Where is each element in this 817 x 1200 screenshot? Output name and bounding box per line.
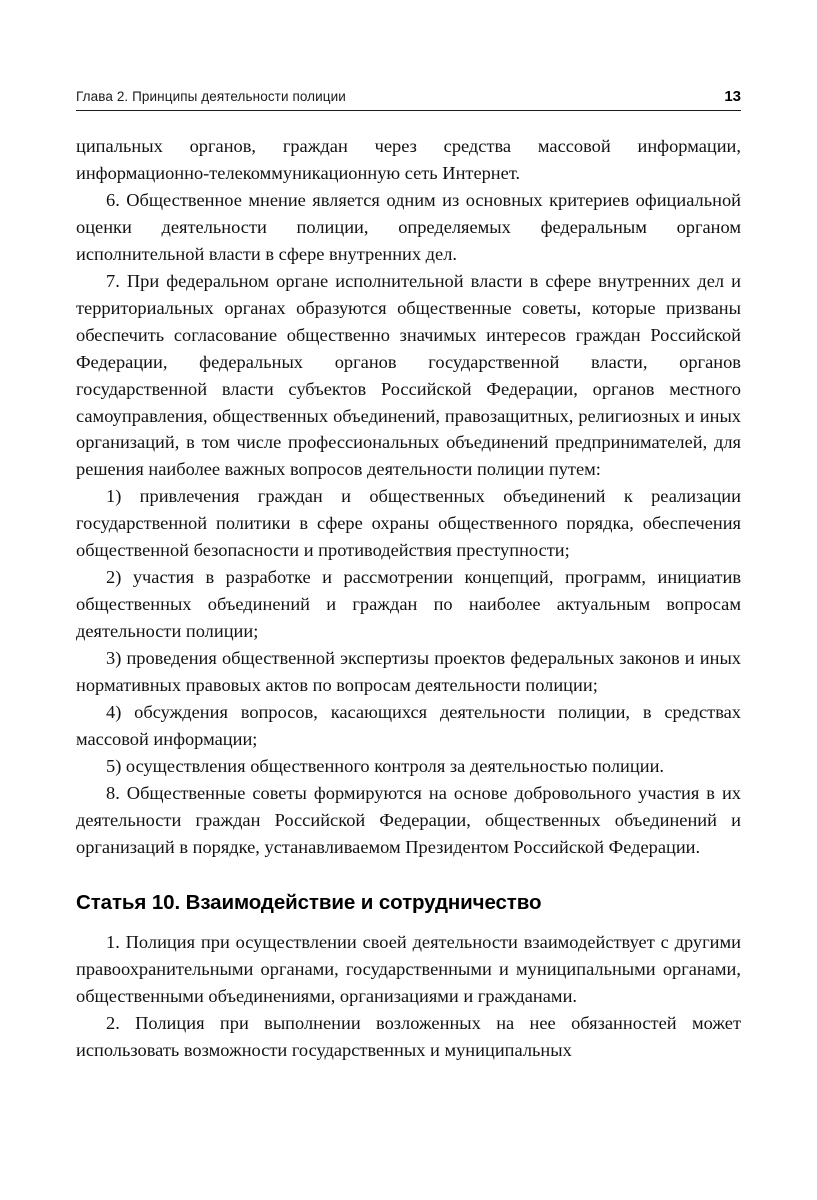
paragraph-item-7-3: 3) проведения общественной экспертизы проектов федеральных законов и иных нормативных правовых актов по вопросам деятельности полиции; bbox=[76, 648, 741, 696]
paragraph-article10-1: 1. Полиция при осуществлении своей деятельности взаимодействует с другими правоохранительными органами, государственными и муниципальными органами, общественными объединениями, организациями и гражданами. bbox=[76, 931, 741, 1006]
paragraph-item-7-5: 5) осуществления общественного контроля за деятельностью полиции. bbox=[106, 755, 665, 776]
paragraph-item-7-4: 4) обсуждения вопросов, касающихся деятельности полиции, в средствах массовой информации; bbox=[76, 702, 741, 749]
paragraph-continued: ципальных органов, граждан через средства массовой информации, информационно-телекоммуникационную сеть Интернет. bbox=[76, 136, 741, 183]
paragraph-item-7: 7. При федеральном органе исполнительной власти в сфере внутренних дел и территориальных органах образуются общественные советы, которые призваны обеспечить согласование общественно значимых интересов граждан Российской Федерации, федеральных органов государственной власти, органов государственной власти субъектов Российской Федерации, органов местного самоуправления, общественных объединений, правозащитных, религиозных и иных организаций, в том числе профессиональных объединений предпринимателей, для решения наиболее важных вопросов деятельности полиции путем: bbox=[76, 270, 741, 480]
article-heading: Статья 10. Взаимодействие и сотрудничество bbox=[76, 890, 542, 914]
running-head-chapter-title: Глава 2. Принципы деятельности полиции bbox=[76, 89, 346, 104]
paragraph-article10-2: 2. Полиция при выполнении возложенных на нее обязанностей может использовать возможности государственных и муниципальных bbox=[76, 1012, 741, 1060]
paragraph-item-7-1: 1) привлечения граждан и общественных объединений к реализации государственной политики в сфере охраны общественного порядка, обеспечения общественной безопасности и противодействия преступности; bbox=[76, 486, 741, 561]
paragraph-item-8: 8. Общественные советы формируются на основе добровольного участия в их деятельности граждан Российской Федерации, общественных объединений и организаций в порядке, устанавливаемом Президентом Российской Федерации. bbox=[76, 782, 741, 857]
running-head bbox=[76, 88, 741, 111]
paragraph-item-7-2: 2) участия в разработке и рассмотрении концепций, программ, инициатив общественных объединений и граждан по наиболее актуальным вопросам деятельности полиции; bbox=[76, 567, 741, 642]
body-text bbox=[76, 133, 741, 1064]
page-number: 13 bbox=[724, 88, 741, 105]
paragraph-item-6: 6. Общественное мнение является одним из основных критериев официальной оценки деятельности полиции, определяемых федеральным органом исполнительной власти в сфере внутренних дел. bbox=[76, 189, 741, 264]
